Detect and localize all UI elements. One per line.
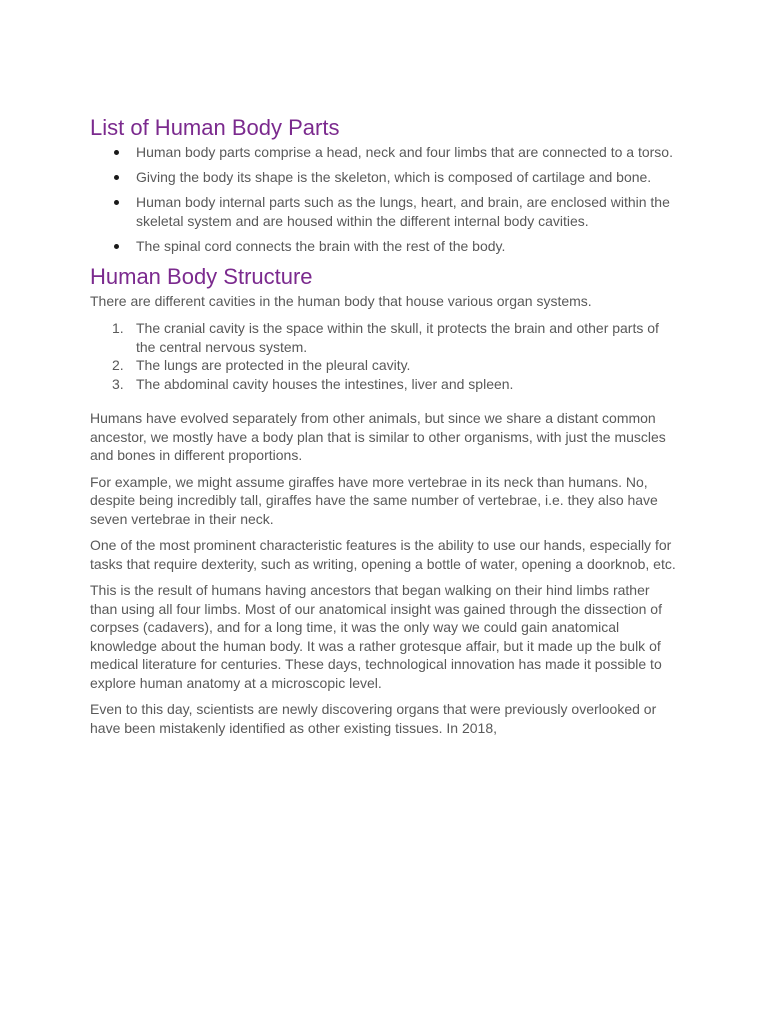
bullet-icon [114,244,119,249]
bullet-icon [114,150,119,155]
list-item [90,356,680,375]
body-paragraph: One of the most prominent characteristic features is the ability to use our hands, especially for tasks that require dexterity, such as writing, opening a bottle of water, opening a doorknob, etc. [90,537,676,572]
body-paragraph: Humans have evolved separately from other animals, but since we share a distant common ancestor, we mostly have a body plan that is similar to other organisms, with just the muscles and bones in different proportions. [90,410,666,463]
heading-list-of-human-body-parts: List of Human Body Parts [90,115,340,140]
list-item-text: Human body internal parts such as the lungs, heart, and brain, are enclosed within the skeletal system and are housed within the different internal body cavities. [136,194,670,229]
body-paragraph: For example, we might assume giraffes have more vertebrae in its neck than humans. No, despite being incredibly tall, giraffes have the same number of vertebrae, i.e. they also have seven vertebrae in their neck. [90,473,658,527]
list-item-text: The spinal cord connects the brain with the rest of the body. [136,237,506,254]
list-item [90,237,680,256]
list-item [90,168,680,187]
body-parts-bullet-list [90,143,680,255]
heading-human-body-structure: Human Body Structure [90,263,313,289]
list-item [90,143,680,162]
list-item-number: 3. [112,375,124,392]
list-item-text: The abdominal cavity houses the intestines, liver and spleen. [136,375,514,392]
list-item [90,319,680,356]
body-paragraph: Even to this day, scientists are newly discovering organs that were previously overlooked or have been mistakenly identified as other existing tissues. In 2018, [90,701,657,736]
structure-intro-paragraph: There are different cavities in the human body that house various organ systems. [90,292,592,309]
list-item-text: Human body parts comprise a head, neck and four limbs that are connected to a torso. [136,144,673,160]
list-item-text: The lungs are protected in the pleural cavity. [136,357,411,373]
list-item [90,375,680,394]
list-item [90,193,680,230]
list-item-number: 1. [112,320,124,336]
document-content [90,113,680,745]
body-cavities-numbered-list [90,319,680,393]
bullet-icon [114,200,119,205]
list-item-number: 2. [112,357,124,373]
bullet-icon [114,175,119,180]
list-item-text: The cranial cavity is the space within the skull, it protects the brain and other parts of the central nervous system. [136,320,659,355]
list-item-text: Giving the body its shape is the skeleton, which is composed of cartilage and bone. [136,169,652,185]
body-paragraph: This is the result of humans having ancestors that began walking on their hind limbs rather than using all four limbs. Most of our anatomical insight was gained through the dissection of corpses (cadavers), and for a long time, it was the only way we could gain anatomical knowledge about the human body. It was a rather grotesque affair, but it made up the bulk of medical literature for centuries. These days, technological innovation has made it possible to explore human anatomy at a microscopic level. [90,582,662,691]
